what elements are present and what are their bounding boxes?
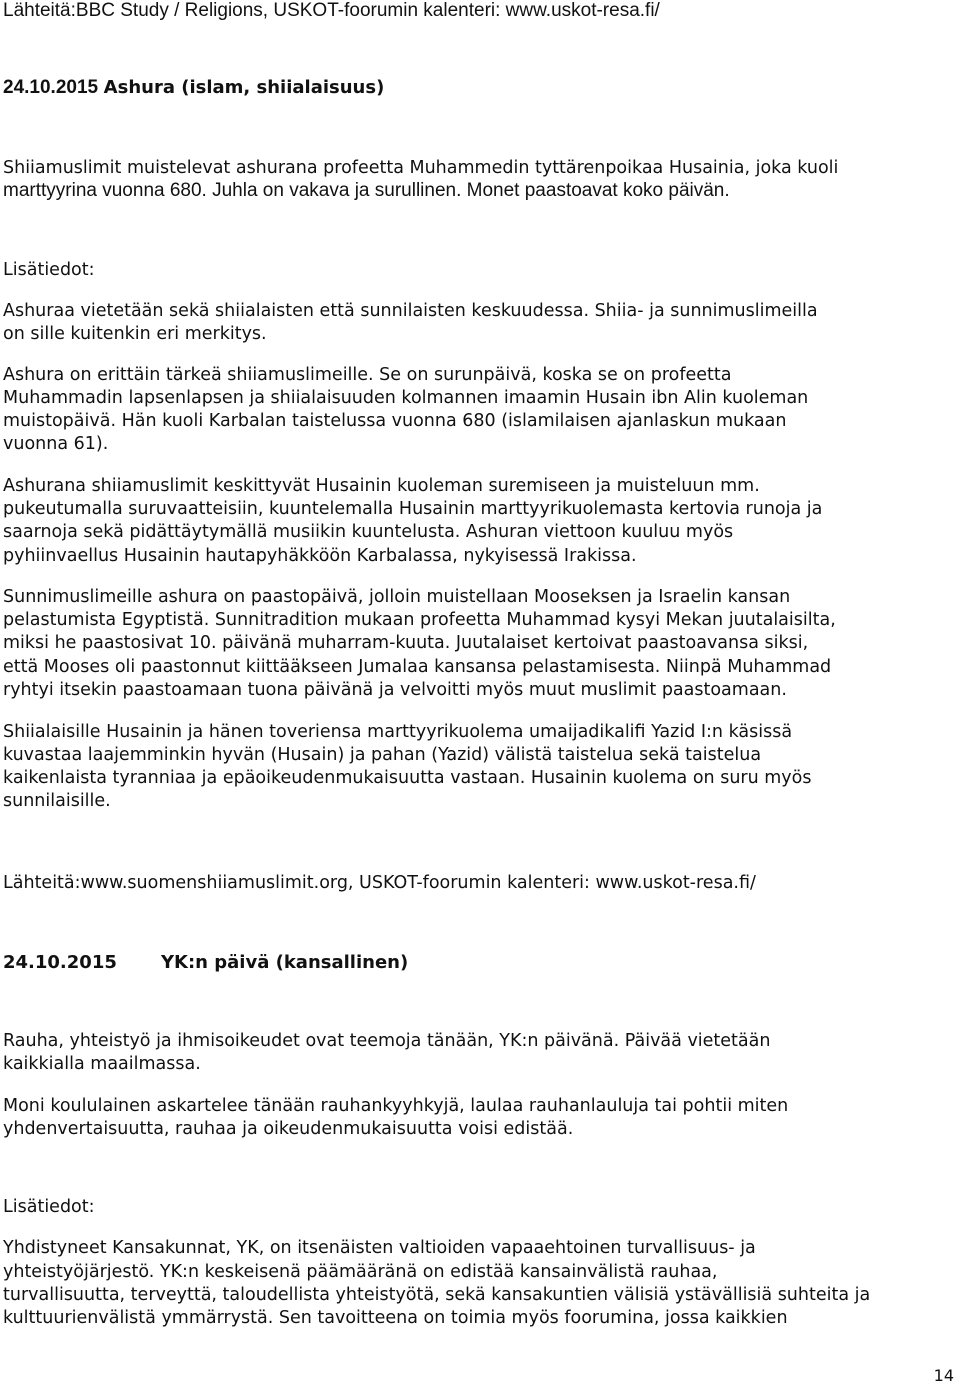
paragraph-line: Ashurana shiiamuslimit keskittyvät Husainin kuoleman suremiseen ja muisteluun mm.: [3, 476, 760, 496]
more-info-label: Lisätiedot:: [3, 1197, 95, 1217]
paragraph-line: Moni koululainen askartelee tänään rauhankyyhkyjä, laulaa rauhanlauluja tai pohtii miten: [3, 1096, 789, 1116]
paragraph-line: Ashuraa vietetään sekä shiialaisten että sunnilaisten keskuudessa. Shiia- ja sunnimuslimeilla: [3, 301, 818, 321]
intro-line: Shiiamuslimit muistelevat ashurana profeetta Muhammedin tyttärenpoikaa Husainia, joka kuoli: [3, 158, 839, 178]
paragraph-line: Yhdistyneet Kansakunnat, YK, on itsenäisten valtioiden vapaaehtoinen turvallisuus- ja: [3, 1238, 756, 1258]
event-date: 24.10.2015: [3, 77, 99, 98]
intro-line: marttyyrina vuonna 680. Juhla on vakava ja surullinen. Monet paastoavat koko päivän.: [3, 180, 730, 201]
paragraph-line: yhdenvertaisuutta, rauhaa ja oikeudenmukaisuutta voisi edistää.: [3, 1119, 574, 1139]
paragraph-line: sunnilaisille.: [3, 791, 111, 811]
paragraph-line: yhteistyöjärjestö. YK:n keskeisenä päämääränä on edistää kansainvälistä rauhaa,: [3, 1262, 718, 1282]
paragraph-line: kuvastaa laajemminkin hyvän (Husain) ja pahan (Yazid) välistä taistelua sekä taistelua: [3, 745, 762, 765]
paragraph-line: miksi he paastosivat 10. päivänä muharram-kuuta. Juutalaiset kertoivat paastoavansa siksi,: [3, 633, 809, 653]
paragraph-line: Sunnimuslimeille ashura on paastopäivä, jolloin muistellaan Mooseksen ja Israelin kansan: [3, 587, 791, 607]
paragraph-line: Shiialaisille Husainin ja hänen toveriensa marttyyrikuolema umaijadikalifi Yazid I:n käsissä: [3, 722, 793, 742]
event-title: YK:n päivä (kansallinen): [161, 952, 409, 973]
paragraph-line: Ashura on erittäin tärkeä shiiamuslimeille. Se on surunpäivä, koska se on profeetta: [3, 365, 732, 385]
paragraph-line: pukeutumalla suruvaatteisiin, kuuntelemalla Husainin marttyyrikuolemasta kertovia runoja ja: [3, 499, 823, 519]
paragraph-line: pelastumista Egyptistä. Sunnitradition mukaan profeetta Muhammad kysyi Mekan juutalaisilta,: [3, 610, 836, 630]
paragraph-line: että Mooses oli paastonnut kiittääkseen Jumalaa kansansa pelastamisesta. Niinpä Muhammad: [3, 657, 832, 677]
paragraph-line: Muhammadin lapsenlapsen ja shiialaisuuden kolmannen imaamin Husain ibn Alin kuoleman: [3, 388, 809, 408]
event-heading: [3, 77, 384, 99]
paragraph-line: kaikenlaista tyranniaa ja epäoikeudenmukaisuutta vastaan. Husainin kuolema on suru myös: [3, 768, 812, 788]
paragraph-line: on sille kuitenkin eri merkitys.: [3, 324, 267, 344]
paragraph-line: saarnoja sekä pidättäytymällä musiikin kuuntelusta. Ashuran viettoon kuuluu myös: [3, 522, 734, 542]
event-date: 24.10.2015: [3, 952, 117, 973]
paragraph-line: pyhiinvaellus Husainin hautapyhäkköön Karbalassa, nykyisessä Irakissa.: [3, 546, 637, 566]
source-line: Lähteitä:BBC Study / Religions, USKOT-foorumin kalenteri: www.uskot-resa.fi/: [3, 0, 660, 21]
paragraph-line: vuonna 61).: [3, 434, 109, 454]
paragraph-line: Rauha, yhteistyö ja ihmisoikeudet ovat teemoja tänään, YK:n päivänä. Päivää vietetään: [3, 1031, 771, 1051]
paragraph-line: kulttuurienvälistä ymmärrystä. Sen tavoitteena on toimia myös foorumina, jossa kaikkien: [3, 1308, 788, 1328]
more-info-label: Lisätiedot:: [3, 260, 95, 280]
event-heading: [3, 952, 408, 974]
paragraph-line: ryhtyi itsekin paastoamaan tuona päivänä ja velvoitti myös muut muslimit paastoamaan.: [3, 680, 787, 700]
paragraph-line: kaikkialla maailmassa.: [3, 1054, 201, 1074]
event-title: Ashura (islam, shiialaisuus): [103, 77, 385, 98]
page-number: 14: [933, 1366, 954, 1385]
paragraph-line: turvallisuutta, terveyttä, taloudellista yhteistyötä, sekä kansakuntien välisiä ystävällisiä suhteita ja: [3, 1285, 871, 1305]
paragraph-line: muistopäivä. Hän kuoli Karbalan taistelussa vuonna 680 (islamilaisen ajanlaskun mukaan: [3, 411, 787, 431]
source-line: Lähteitä:www.suomenshiiamuslimit.org, USKOT-foorumin kalenteri: www.uskot-resa.fi/: [3, 873, 756, 893]
